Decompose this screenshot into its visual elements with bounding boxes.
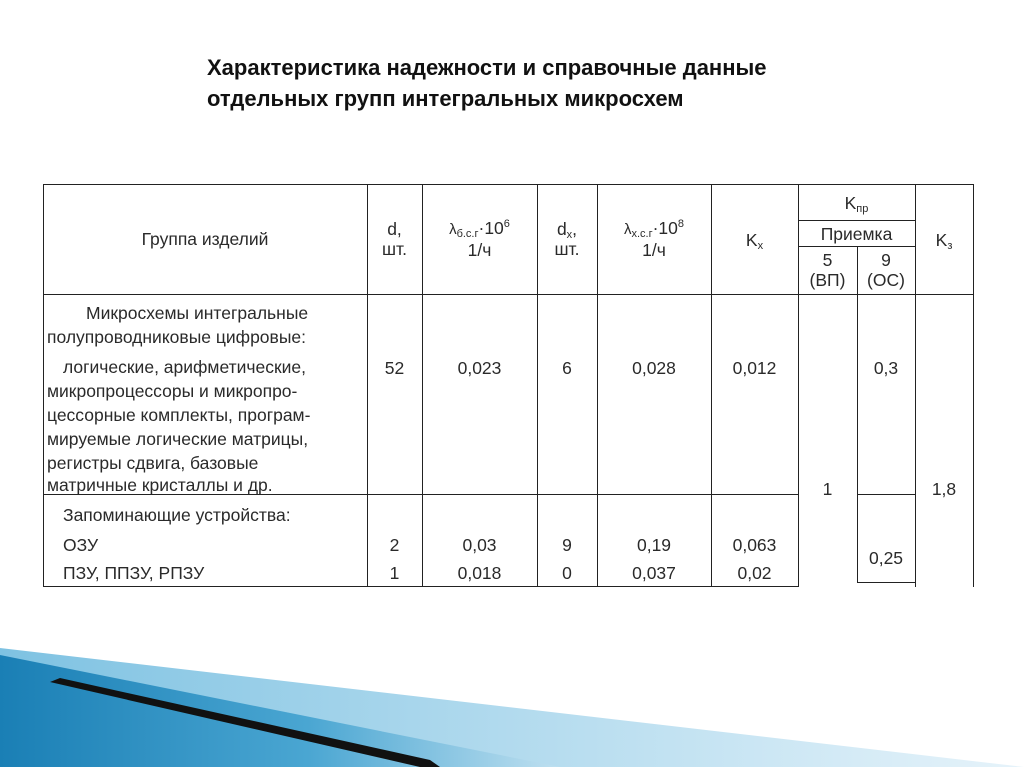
dx-sub: x [566,229,573,241]
slide-decoration [0,620,1024,767]
title-line-2: отдельных групп интегральных микросхем [207,86,684,111]
digital-col9: 0,3 [873,358,899,378]
kpr-symbol: K [844,193,857,213]
header-lambda-bsg [422,218,537,260]
lambda-xsg-exp: 8 [677,218,685,230]
header-col9 [857,250,915,290]
dx-symbol: d [556,219,567,239]
lambda-xsg-mult: ·10 [652,218,678,238]
priemka-divider [798,246,915,247]
ozu-kx: 0,063 [732,535,777,555]
kpr-divider [798,220,915,221]
group-digital-line-1: Микросхемы интегральные [86,303,309,323]
group-digital-line-3: логические, арифметические, [63,357,307,377]
pzu-name: ПЗУ, ППЗУ, РПЗУ [63,563,205,583]
title-line-1: Характеристика надежности и справочные данные [207,55,767,80]
lambda-bsg-mult: ·10 [478,218,504,238]
table-top-border [43,184,973,185]
header-lambda-xsg [597,218,711,260]
pzu-d: 1 [389,563,400,583]
kx-symbol: K [745,230,758,250]
digital-kx: 0,012 [732,358,777,378]
pzu-lambda-bsg: 0,018 [457,563,502,583]
col5-label: (ВП) [809,270,846,290]
kz-symbol: K [935,230,948,250]
col9-label: (ОС) [867,270,905,290]
digital-lambda-xsg: 0,028 [632,358,676,378]
header-kpr [798,193,915,213]
header-d-line1: d, [387,219,402,239]
ozu-lambda-xsg: 0,19 [636,535,672,555]
digital-dx: 6 [562,358,572,378]
lambda-xsg-sub: х.с.г [631,228,653,240]
header-group: Группа изделий [141,229,269,249]
group-digital-line-7: регистры сдвига, базовые [47,453,259,473]
header-bottom-border [43,294,973,295]
lambda-bsg-sub: б.с.г [456,228,479,240]
group-digital-line-2: полупроводниковые цифровые: [47,327,307,347]
col-border [798,184,799,587]
table-bottom-border [43,586,798,587]
table-bottom-border [857,582,915,583]
lambda-xsg-unit: 1/ч [642,240,666,260]
header-kx [711,230,798,250]
dx-unit: шт. [554,239,580,259]
group-digital-line-5: цессорные комплекты, програм- [47,405,311,425]
col-border [973,184,974,587]
header-d [367,219,422,259]
kz-sub: з [947,240,953,252]
kx-sub: x [757,240,764,252]
pzu-lambda-xsg: 0,037 [632,563,676,583]
row-divider [857,494,915,495]
lambda-bsg-exp: 6 [503,218,510,230]
group-digital-line-4: микропроцессоры и микропро- [47,381,298,401]
group-digital-line-6: мируемые логические матрицы, [47,429,309,449]
col5-num: 5 [822,250,833,270]
col5-merged-value: 1 [822,479,833,499]
header-kz [915,230,973,250]
kz-merged-value: 1,8 [931,479,957,499]
digital-lambda-bsg: 0,023 [457,358,502,378]
header-priemka: Приемка [820,224,893,244]
group-digital-line-8: матричные кристаллы и др. [47,475,273,495]
ozu-d: 2 [389,535,400,555]
lambda-symbol: λ [623,221,632,238]
ozu-lambda-bsg: 0,03 [462,535,497,555]
pzu-kx: 0,02 [737,563,772,583]
digital-d: 52 [384,358,405,378]
lambda-symbol: λ [449,221,457,238]
col9-num: 9 [881,250,891,270]
col-border [857,246,858,583]
kpr-sub: пр [856,203,869,215]
pzu-dx: 0 [562,563,572,583]
header-d-line2: шт. [382,239,407,259]
ozu-name: ОЗУ [63,535,99,555]
memory-col9: 0,25 [868,548,904,568]
header-dx: $d_x$, шт. [537,219,597,259]
ozu-dx: 9 [562,535,572,555]
memory-header: Запоминающие устройства: [63,505,291,525]
lambda-bsg-unit: 1/ч [467,240,492,260]
header-col5 [798,250,857,290]
